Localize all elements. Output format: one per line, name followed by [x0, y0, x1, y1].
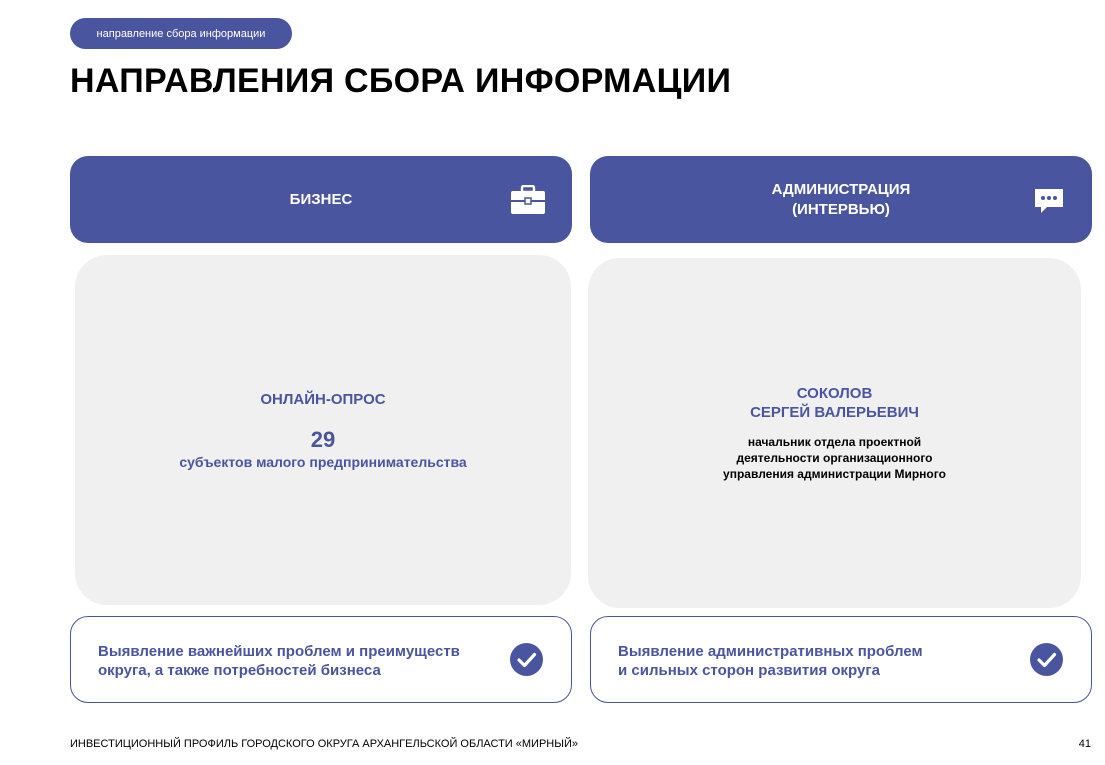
business-header-label: БИЗНЕС [289, 190, 353, 208]
survey-count: 29 [310, 426, 336, 452]
section-tag: направление сбора информации [70, 18, 292, 49]
interviewee-name-line2: СЕРГЕЙ ВАЛЕРЬЕВИЧ [750, 404, 919, 421]
business-outcome [70, 616, 572, 703]
business-header [70, 156, 572, 243]
administration-outcome-line2: и сильных сторон развития округа [618, 662, 880, 679]
briefcase-icon [510, 185, 546, 220]
administration-outcome [590, 616, 1092, 703]
interviewee-name-line1: СОКОЛОВ [796, 385, 873, 402]
administration-header-line1: АДМИНИСТРАЦИЯ [771, 180, 911, 198]
survey-title: ОНЛАЙН-ОПРОС [260, 390, 386, 408]
position-line2: деятельности организационного [736, 451, 933, 465]
administration-header-label [590, 156, 1092, 243]
administration-header [590, 156, 1092, 243]
interviewee-position [723, 434, 946, 482]
administration-outcome-text [618, 642, 1018, 680]
page-number: 41 [1078, 738, 1091, 750]
position-line3: управления администрации Мирного [723, 467, 946, 481]
survey-subtitle: субъектов малого предпринимательства [179, 453, 467, 470]
position-line1: начальник отдела проектной [747, 435, 922, 449]
administration-header-line2: (ИНТЕРВЬЮ) [792, 200, 890, 218]
chat-bubble-icon [1033, 187, 1065, 220]
administration-outcome-line1: Выявление административных проблем [618, 643, 923, 660]
business-outcome-text: Выявление важнейших проблем и преимуществ округа, а также потребностей бизнеса [98, 643, 460, 679]
check-icon [510, 643, 543, 676]
page-title: НАПРАВЛЕНИЯ СБОРА ИНФОРМАЦИИ [70, 62, 732, 100]
administration-card [588, 258, 1081, 608]
footer-text: ИНВЕСТИЦИОННЫЙ ПРОФИЛЬ ГОРОДСКОГО ОКРУГА АРХАНГЕЛЬСКОЙ ОБЛАСТИ «МИРНЫЙ» [70, 738, 578, 750]
business-card [75, 255, 571, 605]
check-icon [1030, 643, 1063, 676]
